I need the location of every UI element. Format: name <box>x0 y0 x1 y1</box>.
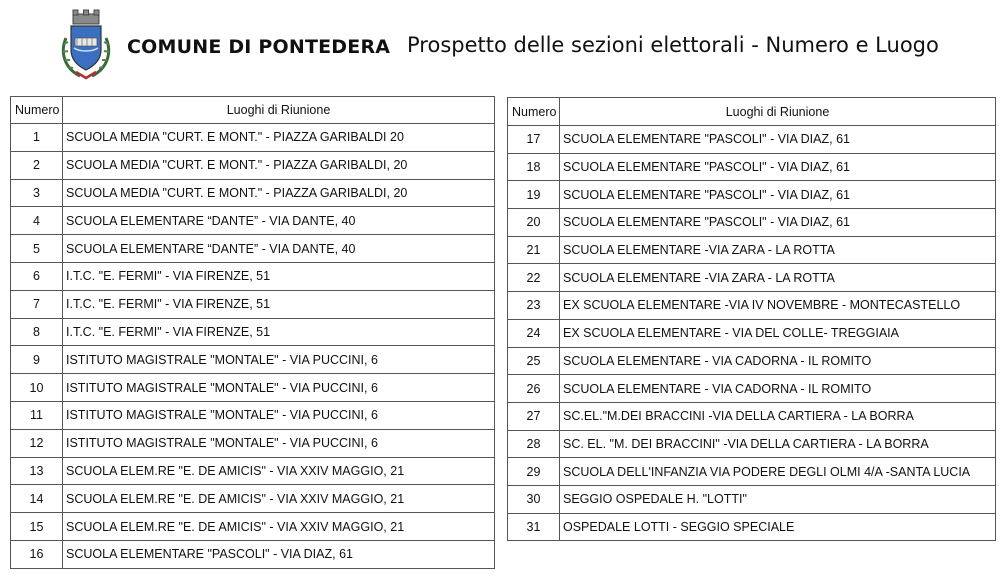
meeting-place: SCUOLA ELEM.RE "E. DE AMICIS" - VIA XXIV MAGGIO, 21 <box>63 513 495 541</box>
sections-table-left <box>10 96 495 569</box>
section-number: 23 <box>508 292 560 320</box>
section-number: 10 <box>11 374 63 402</box>
table-row <box>508 236 996 264</box>
section-number: 13 <box>11 457 63 485</box>
table-row <box>508 319 996 347</box>
meeting-place: SC.EL."M.DEI BRACCINI -VIA DELLA CARTIERA - LA BORRA <box>560 402 996 430</box>
section-number: 21 <box>508 236 560 264</box>
meeting-place: I.T.C. "E. FERMI" - VIA FIRENZE, 51 <box>63 262 495 290</box>
table-row <box>508 126 996 154</box>
table-row <box>11 124 495 152</box>
municipal-crest-icon <box>58 8 114 80</box>
column-header-location: Luoghi di Riunione <box>560 98 996 126</box>
column-header-number: Numero <box>508 98 560 126</box>
table-row <box>11 485 495 513</box>
table-row <box>508 375 996 403</box>
section-number: 5 <box>11 235 63 263</box>
table-row <box>11 374 495 402</box>
meeting-place: I.T.C. "E. FERMI" - VIA FIRENZE, 51 <box>63 318 495 346</box>
meeting-place: ISTITUTO MAGISTRALE "MONTALE" - VIA PUCCINI, 6 <box>63 401 495 429</box>
table-row <box>508 264 996 292</box>
section-number: 27 <box>508 402 560 430</box>
table-row <box>11 457 495 485</box>
meeting-place: SCUOLA ELEMENTARE -VIA ZARA - LA ROTTA <box>560 264 996 292</box>
column-header-number: Numero <box>11 97 63 124</box>
meeting-place: SCUOLA ELEMENTARE - VIA CADORNA - IL ROMITO <box>560 347 996 375</box>
table-row <box>11 401 495 429</box>
table-row <box>11 262 495 290</box>
section-number: 17 <box>508 126 560 154</box>
section-number: 2 <box>11 151 63 179</box>
meeting-place: SCUOLA ELEMENTARE “DANTE” - VIA DANTE, 40 <box>63 235 495 263</box>
section-number: 24 <box>508 319 560 347</box>
table-row <box>508 209 996 237</box>
table-row <box>508 292 996 320</box>
table-row <box>11 179 495 207</box>
table-row <box>11 207 495 235</box>
section-number: 25 <box>508 347 560 375</box>
meeting-place: ISTITUTO MAGISTRALE "MONTALE" - VIA PUCCINI, 6 <box>63 429 495 457</box>
section-number: 14 <box>11 485 63 513</box>
organization-name: COMUNE DI PONTEDERA <box>127 36 391 58</box>
meeting-place: EX SCUOLA ELEMENTARE - VIA DEL COLLE- TREGGIAIA <box>560 319 996 347</box>
document-title: Prospetto delle sezioni elettorali - Numero e Luogo <box>407 33 939 57</box>
table-row <box>11 429 495 457</box>
section-number: 8 <box>11 318 63 346</box>
table-row <box>508 458 996 486</box>
section-number: 4 <box>11 207 63 235</box>
table-row <box>508 513 996 541</box>
table-row <box>508 153 996 181</box>
meeting-place: SCUOLA ELEMENTARE "PASCOLI" - VIA DIAZ, 61 <box>63 540 495 568</box>
meeting-place: SCUOLA MEDIA "CURT. E MONT." - PIAZZA GARIBALDI 20 <box>63 124 495 152</box>
section-number: 11 <box>11 401 63 429</box>
column-header-location: Luoghi di Riunione <box>63 97 495 124</box>
meeting-place: SCUOLA DELL'INFANZIA VIA PODERE DEGLI OLMI 4/A -SANTA LUCIA <box>560 458 996 486</box>
section-number: 9 <box>11 346 63 374</box>
section-number: 28 <box>508 430 560 458</box>
meeting-place: OSPEDALE LOTTI - SEGGIO SPECIALE <box>560 513 996 541</box>
section-number: 1 <box>11 124 63 152</box>
section-number: 26 <box>508 375 560 403</box>
table-row <box>11 151 495 179</box>
sections-table-right <box>507 97 996 541</box>
section-number: 30 <box>508 485 560 513</box>
meeting-place: SCUOLA ELEMENTARE "PASCOLI" - VIA DIAZ, 61 <box>560 209 996 237</box>
section-number: 12 <box>11 429 63 457</box>
meeting-place: SCUOLA MEDIA "CURT. E MONT." - PIAZZA GARIBALDI, 20 <box>63 179 495 207</box>
section-number: 31 <box>508 513 560 541</box>
table-row <box>11 235 495 263</box>
table-row <box>11 346 495 374</box>
section-number: 7 <box>11 290 63 318</box>
meeting-place: SCUOLA ELEMENTARE "PASCOLI" - VIA DIAZ, 61 <box>560 126 996 154</box>
table-row <box>508 181 996 209</box>
meeting-place: SCUOLA ELEMENTARE - VIA CADORNA - IL ROMITO <box>560 375 996 403</box>
meeting-place: I.T.C. "E. FERMI" - VIA FIRENZE, 51 <box>63 290 495 318</box>
meeting-place: SC. EL. "M. DEI BRACCINI" -VIA DELLA CARTIERA - LA BORRA <box>560 430 996 458</box>
table-row <box>11 540 495 568</box>
table-row <box>11 513 495 541</box>
table-row <box>508 347 996 375</box>
meeting-place: SCUOLA ELEMENTARE "PASCOLI" - VIA DIAZ, 61 <box>560 181 996 209</box>
table-row <box>11 318 495 346</box>
table-row <box>508 485 996 513</box>
meeting-place: SCUOLA ELEMENTARE “DANTE” - VIA DANTE, 40 <box>63 207 495 235</box>
meeting-place: ISTITUTO MAGISTRALE "MONTALE" - VIA PUCCINI, 6 <box>63 374 495 402</box>
meeting-place: SCUOLA ELEM.RE "E. DE AMICIS" - VIA XXIV MAGGIO, 21 <box>63 485 495 513</box>
section-number: 22 <box>508 264 560 292</box>
meeting-place: SCUOLA MEDIA "CURT. E MONT." - PIAZZA GARIBALDI, 20 <box>63 151 495 179</box>
section-number: 3 <box>11 179 63 207</box>
table-row <box>508 430 996 458</box>
table-header-row <box>508 98 996 126</box>
section-number: 16 <box>11 540 63 568</box>
table-row <box>508 402 996 430</box>
table-header-row <box>11 97 495 124</box>
page-header <box>0 0 1000 90</box>
meeting-place: EX SCUOLA ELEMENTARE -VIA IV NOVEMBRE - MONTECASTELLO <box>560 292 996 320</box>
section-number: 19 <box>508 181 560 209</box>
meeting-place: SCUOLA ELEMENTARE "PASCOLI" - VIA DIAZ, 61 <box>560 153 996 181</box>
meeting-place: ISTITUTO MAGISTRALE "MONTALE" - VIA PUCCINI, 6 <box>63 346 495 374</box>
table-row <box>11 290 495 318</box>
section-number: 29 <box>508 458 560 486</box>
meeting-place: SCUOLA ELEM.RE "E. DE AMICIS" - VIA XXIV MAGGIO, 21 <box>63 457 495 485</box>
section-number: 6 <box>11 262 63 290</box>
section-number: 20 <box>508 209 560 237</box>
meeting-place: SEGGIO OSPEDALE H. "LOTTI" <box>560 485 996 513</box>
section-number: 15 <box>11 513 63 541</box>
section-number: 18 <box>508 153 560 181</box>
meeting-place: SCUOLA ELEMENTARE -VIA ZARA - LA ROTTA <box>560 236 996 264</box>
